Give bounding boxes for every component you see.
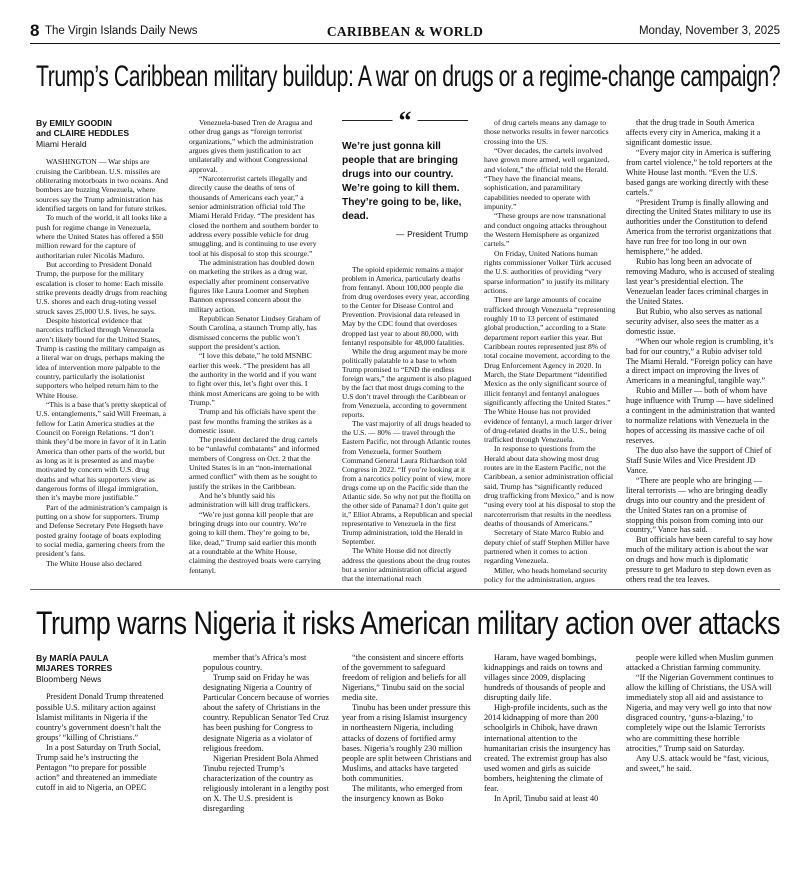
pull-quote-text: We’re just gonna kill people that are bringing drugs into our country. We’re going to kill them. They’re going to be, like, dead. [342, 141, 462, 223]
article-paragraph: The opioid epidemic remains a major problem in America, particularly deaths from fentanyl. About 100,000 people die from drug overdoses every year, according to the Center for Disease Control and Prevention. Provisional data released in May by the CDC found that overdoses dropped last year to about 80,000, with fentanyl responsible for 48,000 fatalities. [342, 265, 470, 347]
story1-column-2 [189, 118, 321, 584]
story2-byline [36, 653, 168, 684]
article-paragraph: of drug cartels means any damage to those networks results in fewer narcotics crossing into the US. [484, 118, 609, 146]
section-title: CARIBBEAN & WORLD [326, 24, 484, 39]
attribution-dash: — [395, 229, 405, 240]
article-paragraph: The White House did not directly address the questions about the drug routes but a senior administration official argued that the international reach [342, 546, 471, 583]
article-paragraph: Trump and his officials have spent the past few months framing the strikes as a domestic issue. [189, 407, 316, 435]
article-paragraph: Miller, who heads homeland security policy for the administration, argues [484, 565, 608, 584]
issue-date: Monday, November 3, 2025 [638, 25, 780, 37]
page-header [30, 21, 780, 44]
story2-column-3 [342, 653, 472, 879]
pull-quote [342, 106, 468, 240]
article-paragraph: Secretary of State Marco Rubio and deputy chief of staff Stephen Miller have partnered when it comes to action regarding Venezuela. [484, 528, 610, 566]
article-paragraph: The duo also have the support of Chief of Staff Susie Wiles and Vice President JD Vance. [626, 445, 772, 475]
article-paragraph: Rubio and Miller — both of whom have huge influence with Trump — have sidelined a contingent in the administration that wanted to normalize relations with Venezuela in the hopes of accessing its massive cache of oil reserves. [626, 386, 775, 445]
article-paragraph: Nigerian President Bola Ahmed Tinubu rejected Trump’s characterization of the country as religiously intolerant in a lengthy post on X. The U.S. president is disregarding [203, 753, 329, 813]
article-paragraph: Haram, have waged bombings, kidnappings and raids on towns and villages since 2009, displacing hundreds of thousands of people and disrupting daily life. [484, 653, 606, 703]
article-paragraph: Rubio has long been an advocate of removing Maduro, who is accused of stealing last year’s presidential election. The Venezuelan leader faces criminal charges in the United States. [626, 257, 775, 306]
article-paragraph: “When our whole region is crumbling, it’s bad for our country,” a Rubio adviser told The Miami Herald. “Foreign policy can have a direct impact on improving the lives of Americans in a meaningful, tangible way.” [626, 336, 774, 386]
article-paragraph: Any U.S. attack would be “fast, vicious, and sweet,” he said. [626, 753, 769, 773]
attribution-name: President Trump [407, 229, 468, 240]
article-paragraph: In April, Tinubu said at least 40 [494, 793, 599, 803]
article-paragraph: Republican Senator Lindsey Graham of South Carolina, a staunch Trump ally, has dismissed concerns the public won’t support the president’s action. [189, 313, 321, 351]
pull-quote-attribution [342, 229, 468, 239]
article-paragraph: The administration has doubled down on marketing the strikes as a drug war, especially after prominent conservative figures like Laura Loomer and Stephen Bannon expressed concern about the military action. [189, 257, 315, 314]
article-paragraph: But according to President Donald Trump, the purpose for the military escalation is closer to home: Each missile strike prevents deadly drugs from reaching U.S. shores and each drug-toting vessel struck saves 25,000 U.S. lives, he says. [36, 260, 167, 316]
story1-column-1 [36, 118, 168, 584]
article-paragraph: Tinubu has been under pressure this year from a rising Islamist insurgency in northeastern Nigeria, including attacks of dozens of fortified army bases. Nigeria’s roughly 230 million people are split between Christians and Muslims, and attacks have targeted both communities. [342, 703, 472, 783]
article-paragraph: There are large amounts of cocaine trafficked through Venezuela “representing roughly 10 to 13 percent of estimated global production,” according to a State department report earlier this year. But Caribbean routes represented just 8% of total cocaine movement, according to the Drug Enforcement Agency in 2020. In March, the State Department “identified Mexico as the only significant source of illicit fentanyl and fentanyl analogues significantly affecting the United States.” The White House has not provided evidence of fentanyl, a much larger driver of drug-related deaths in the U.S., being trafficked through Venezuela. [484, 295, 616, 445]
article-paragraph: member that’s Africa’s most populous country. [203, 653, 307, 673]
story1-column-4 [484, 118, 616, 584]
article-paragraph: “President Trump is finally allowing and directing the United States military to use its authorities under the Constitution to defend America from the terrorist organizations that have run free for too long in our own hemisphere,” he added. [626, 197, 772, 257]
quote-mark-icon: “ [393, 110, 418, 132]
article-paragraph: Venezuela-based Tren de Aragua and other drug gangs as “foreign terrorist organizations,” which the administration argues gives them justification to act unilaterally and without Congressional approval. [189, 118, 314, 174]
story2-headline: Trump warns Nigeria it risks American military action over attacks [36, 605, 780, 641]
byline-name: MIJARES TORRES [36, 663, 113, 674]
article-paragraph: But Rubio, who also serves as national security adviser, also sees the matter as a domestic issue. [626, 306, 763, 336]
article-paragraph: President Donald Trump threatened possible U.S. military action against Islamist militants in Nigeria if the country’s government doesn’t halt the groups’ “killing of Christians.” [36, 692, 164, 742]
article-paragraph: On Friday, United Nations human rights commissioner Volker Türk accused the U.S. authorities of providing “very sparse information” to justify its military actions. [484, 248, 611, 295]
article-paragraph: High-profile incidents, such as the 2014 kidnapping of more than 200 schoolgirls in Chibok, have drawn international attention to the humanitarian crisis the insurgency has created. The extremist group has also used women and girls as suicide bombers, heightening the climate of fear. [484, 703, 611, 793]
article-paragraph: “I love this debate,” he told MSNBC earlier this week. “The president has all the authority in the world and if you want to fight over this, let’s fight over this. I think most Americans are going to be with Trump.” [189, 351, 320, 407]
story2-column-2 [203, 653, 333, 879]
story1-column-3 [342, 265, 474, 584]
article-paragraph: “the consistent and sincere efforts of the government to safeguard freedom of religion and beliefs for all Nigerians,” Tinubu said on the social media site. [342, 653, 467, 703]
byline-name: By EMILY GOODIN [36, 118, 112, 128]
story-divider [30, 589, 780, 590]
article-paragraph: In a post Saturday on Truth Social, Trump said he’s instructing the Pentagon “to prepare for possible action” and threatened an immediate cutoff in aid to Nigeria, an OPEC [36, 742, 161, 793]
story1-byline [36, 118, 168, 149]
article-paragraph: “There are people who are bringing — literal terrorists — who are bringing deadly drugs into our country and the president of the United States ran on a promise of stopping this poison from coming into our country,” Vance has said. [626, 475, 768, 535]
paper-name: The Virgin Islands Daily News [45, 25, 198, 37]
header-rule [30, 43, 780, 44]
pull-quote-rule [342, 106, 468, 138]
article-paragraph: Despite historical evidence that narcotics trafficked through Venezuela aren’t likely bound for the United States, Trump is casting the military campaign as a literal war on drugs, perhaps making the idea of intervention more palpable to the country, particularly the isolationist supporters who helped return him to the White House. [36, 316, 165, 400]
byline-org: Bloomberg News [36, 673, 102, 684]
byline-name: and CLAIRE HEDDLES [36, 128, 130, 139]
article-paragraph: “Over decades, the cartels involved have grown more armed, well organized, and violent,” the official told the Herald. “They have the financial means, sophistication, and paramilitary capabilities needed to operate with impunity.” [484, 145, 610, 211]
article-paragraph: “This is a base that’s pretty skeptical of U.S. entanglements,” said Will Freeman, a fellow for Latin America studies at the Council on Foreign Relations. “I don’t think they’d be more in favor of it in Latin America than other parts of the world, but as long as it is presented as and maybe motivated by concern with U.S. drug deaths and what his supporters view as dangerous forms of illegal immigration, then it’s maybe more justifiable.” [36, 399, 167, 503]
byline-org: Miami Herald [36, 138, 87, 149]
article-paragraph: “These groups are now transnational and conduct ongoing attacks throughout the Western Hemisphere as organized cartels.” [484, 211, 607, 249]
article-paragraph: The vast majority of all drugs headed to the U.S. — 80% — travel through the Eastern Pacific, not through Atlantic routes from Venezuela, former Southern Command General Laura Richardson told Congress in 2022. “If you’re looking at it from a narcotics policy point of view, more drugs come up on the Pacific side than the Atlantic side. So why not put the flotilla on the other side of Panama? I don’t quite get it,” Elliot Abrams, a Republican and special representative to Venezuela in the first Trump administration, told the Herald in September. [342, 419, 473, 547]
article-paragraph: While the drug argument may be more politically palatable to a base to whom Trump promised to “END the endless foreign wars,” the argument is also plagued by the fact that most drugs coming to the U.S don’t travel through the Caribbean or from Venezuela, according to government reports. [342, 346, 472, 420]
story2-column-5 [626, 653, 776, 879]
article-paragraph: “We’re just gonna kill people that are bringing drugs into our country. We’re going to kill them. They’re going to be, like, dead,” Trump said earlier this month at a roundtable at the White House, claiming the destroyed boats were carrying fentanyl. [189, 509, 321, 575]
article-paragraph: The White House also declared [46, 558, 142, 568]
article-paragraph: “Narcoterrorist cartels illegally and directly cause the deaths of tens of thousands of Americans each year,” a senior administration official told The Miami Herald Friday. “The president has closed the northern and southern border to address every possible vehicle for drug smuggling, and is continuing to use every tool at his disposal to stop this scourge.” [189, 173, 319, 258]
byline-name: By MARÍA PAULA [36, 653, 109, 663]
article-paragraph: “If the Nigerian Government continues to allow the killing of Christians, the USA will immediately stop all aid and assistance to Nigeria, and may very well go into that now disgraced country, ‘guns-a-blazing,’ to completely wipe out the Islamic Terrorists who are committing these horrible atrocities,” Trump said on Saturday. [626, 673, 774, 753]
story2-column-1 [36, 653, 168, 879]
article-paragraph: To much of the world, it all looks like a push for regime change in Venezuela, where the United States has offered a $50 million reward for the capture of authoritarian ruler Nicolás Maduro. [36, 213, 167, 260]
article-paragraph: The militants, who emerged from the insurgency known as Boko [342, 783, 463, 803]
article-paragraph: “Every major city in America is suffering from cartel violence,” he told reporters at the White House last month. “Even the U.S. based gangs are working directly with these cartels.” [626, 147, 773, 197]
article-paragraph: WASHINGTON — War ships are cruising the Caribbean. U.S. missiles are obliterating motorboats in two oceans. And bombers are buzzing Venezuela, where sources say the Trump administration has identified targets on land for future strikes. [36, 157, 168, 214]
article-paragraph: people were killed when Muslim gunmen attacked a Christian farming community. [626, 653, 774, 673]
article-paragraph: In response to questions from the Herald about data showing most drug routes are in the Eastern Pacific, not the Caribbean, a senior administration official said, Trump has “significantly reduced drug trafficking from Mexico,” and is now “using every tool at his disposal to stop the narcoterrorism that results in the needless deaths of thousands of Americans.” [484, 444, 616, 529]
page-number: 8 [30, 21, 40, 40]
article-paragraph: The president declared the drug cartels to be “unlawful combatants” and informed members of Congress on Oct. 2 that the United States is in an “non-international armed conflict” with them as he sought to justify the strikes in the Caribbean. [189, 435, 320, 491]
article-paragraph: Part of the administration’s campaign is putting on a show for supporters. Trump and Defense Secretary Pete Hegseth have posted grainy footage of boats exploding to social media, garnering cheers from the president’s fans. [36, 502, 168, 559]
article-paragraph: But officials have been careful to say how much of the military action is about the war on drugs and how much is diplomatic pressure to get Maduro to step down even as others read the tea leaves. [626, 535, 773, 584]
article-paragraph: And he’s bluntly said his administration will kill drug traffickers. [189, 491, 311, 510]
story1-headline: Trump’s Caribbean military buildup: A war on drugs or a regime-change campaign? [36, 60, 781, 93]
article-paragraph: that the drug trade in South America affects every city in America, making it a significant domestic issue. [626, 118, 761, 147]
story2-column-4 [484, 653, 616, 879]
story1-column-5 [626, 118, 776, 584]
article-paragraph: Trump said on Friday he was designating Nigeria a Country of Particular Concern because of worries about the safety of Christians in the country. Republican Senator Ted Cruz has been pushing for Congress to designate Nigeria as a violator of religious freedom. [203, 673, 329, 753]
